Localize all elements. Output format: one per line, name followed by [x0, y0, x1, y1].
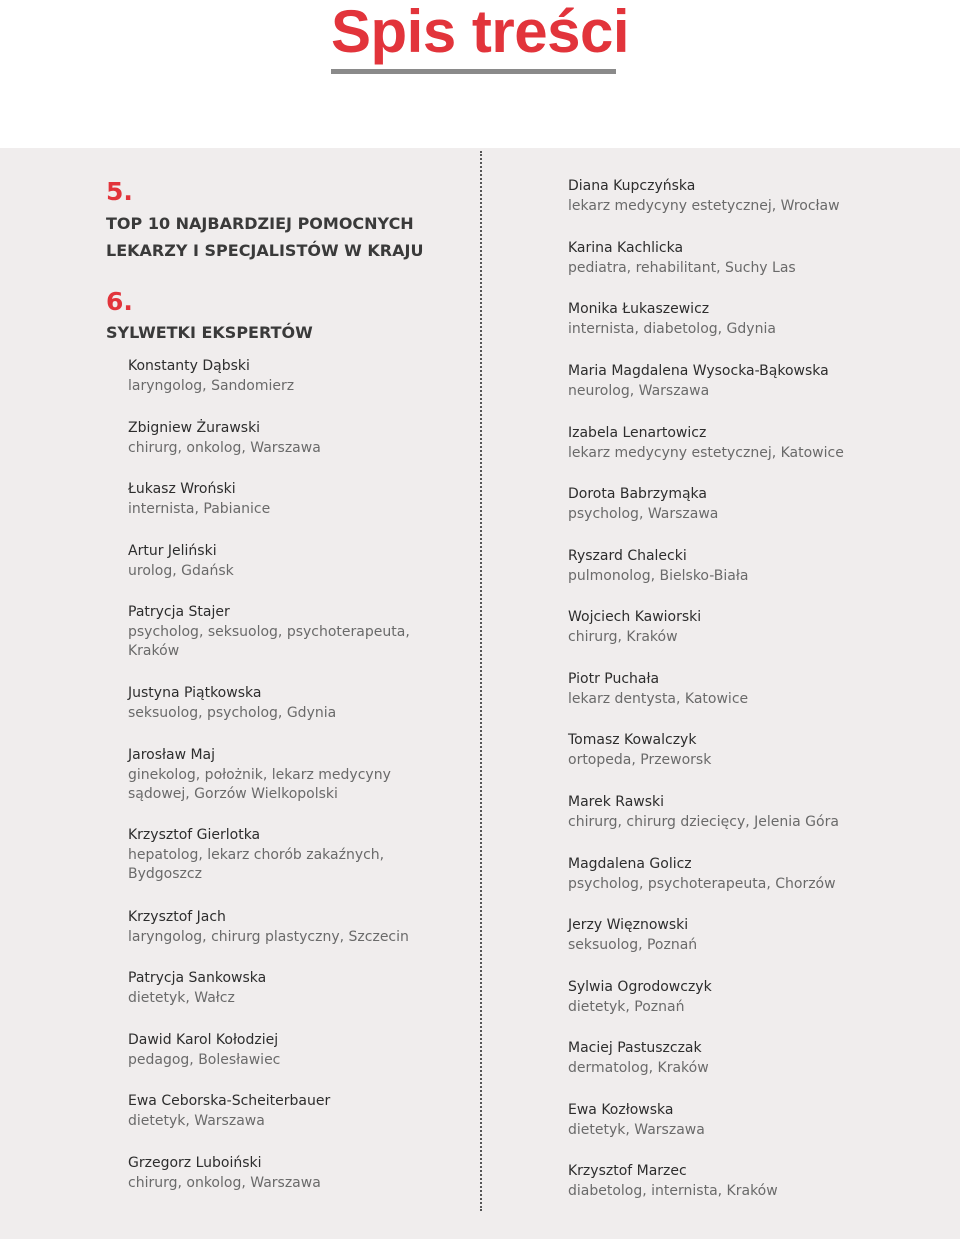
expert-description: dietetyk, Poznań [568, 998, 685, 1015]
expert-description: chirurg, onkolog, Warszawa [128, 439, 321, 456]
expert-name: Sylwia Ogrodowczyk [568, 979, 712, 995]
expert-description: pulmonolog, Bielsko-Biała [568, 567, 749, 584]
expert-name: Dawid Karol Kołodziej [128, 1032, 279, 1048]
expert-name: Krzysztof Gierlotka [128, 827, 261, 843]
expert-description: dietetyk, Warszawa [568, 1121, 705, 1138]
section-title-line: SYLWETKI EKSPERTÓW [106, 323, 313, 342]
expert-description: seksuolog, psycholog, Gdynia [128, 704, 337, 721]
section-number: 5. [106, 177, 133, 206]
expert-name: Konstanty Dąbski [128, 358, 250, 374]
expert-name: Grzegorz Luboiński [128, 1155, 262, 1171]
expert-name: Maciej Pastuszczak [568, 1040, 702, 1056]
expert-name: Ewa Ceborska-Scheiterbauer [128, 1093, 331, 1109]
expert-name: Marek Rawski [568, 794, 665, 810]
expert-description: sądowej, Gorzów Wielkopolski [128, 786, 338, 803]
expert-name: Tomasz Kowalczyk [568, 732, 697, 748]
section-title-line: TOP 10 NAJBARDZIEJ POMOCNYCH [106, 214, 414, 233]
expert-description: ginekolog, położnik, lekarz medycyny [128, 766, 391, 783]
expert-description: neurolog, Warszawa [568, 382, 710, 399]
expert-entry [568, 485, 898, 524]
expert-description: internista, Pabianice [128, 500, 271, 517]
expert-description: Kraków [128, 643, 180, 660]
section-title [106, 319, 446, 346]
expert-entry [568, 670, 898, 709]
expert-entry [128, 542, 458, 581]
expert-name: Maria Magdalena Wysocka-Bąkowska [568, 363, 829, 379]
expert-entry [128, 826, 458, 885]
expert-name: Dorota Babrzymąka [568, 486, 707, 502]
expert-entry [568, 1101, 898, 1140]
expert-name: Jerzy Więznowski [568, 917, 689, 933]
expert-description: hepatolog, lekarz chorób zakaźnych, [128, 846, 385, 863]
expert-description: lekarz medycyny estetycznej, Wrocław [568, 197, 840, 214]
expert-name: Justyna Piątkowska [128, 685, 262, 701]
expert-entry [128, 1154, 458, 1193]
page-title: Spis treści [331, 0, 629, 65]
expert-entry [568, 547, 898, 586]
expert-description: dietetyk, Warszawa [128, 1112, 265, 1129]
expert-name: Jarosław Maj [128, 747, 216, 763]
expert-entry [128, 908, 458, 947]
expert-description: dermatolog, Kraków [568, 1059, 709, 1076]
expert-description: lekarz dentysta, Katowice [568, 690, 749, 707]
expert-description: psycholog, psychoterapeuta, Chorzów [568, 875, 836, 892]
expert-description: pedagog, Bolesławiec [128, 1051, 281, 1068]
section-title-line: LEKARZY I SPECJALISTÓW W KRAJU [106, 241, 424, 260]
expert-name: Karina Kachlicka [568, 240, 684, 256]
expert-entry [568, 300, 898, 339]
expert-name: Zbigniew Żurawski [128, 420, 261, 436]
expert-description: chirurg, chirurg dziecięcy, Jelenia Góra [568, 813, 839, 830]
expert-entry [568, 362, 898, 401]
expert-entry [128, 969, 458, 1008]
expert-name: Izabela Lenartowicz [568, 425, 707, 441]
expert-entry [128, 684, 458, 723]
expert-description: psycholog, seksuolog, psychoterapeuta, [128, 623, 410, 640]
expert-entry [568, 1162, 898, 1201]
expert-entry [568, 1039, 898, 1078]
expert-entry [128, 746, 458, 805]
expert-description: chirurg, onkolog, Warszawa [128, 1174, 321, 1191]
expert-description: seksuolog, Poznań [568, 936, 698, 953]
expert-name: Krzysztof Marzec [568, 1163, 687, 1179]
expert-description: pediatra, rehabilitant, Suchy Las [568, 259, 796, 276]
expert-name: Patrycja Sankowska [128, 970, 267, 986]
expert-entry [568, 239, 898, 278]
expert-description: dietetyk, Wałcz [128, 989, 235, 1006]
expert-name: Diana Kupczyńska [568, 178, 696, 194]
expert-description: ortopeda, Przeworsk [568, 751, 712, 768]
expert-description: diabetolog, internista, Kraków [568, 1182, 778, 1199]
section-title [106, 210, 446, 264]
expert-name: Wojciech Kawiorski [568, 609, 702, 625]
expert-entry [568, 608, 898, 647]
expert-entry [568, 916, 898, 955]
expert-name: Krzysztof Jach [128, 909, 226, 925]
expert-name: Monika Łukaszewicz [568, 301, 710, 317]
expert-description: lekarz medycyny estetycznej, Katowice [568, 444, 844, 461]
expert-name: Łukasz Wroński [128, 481, 236, 497]
expert-entry [128, 419, 458, 458]
expert-name: Patrycja Stajer [128, 604, 230, 620]
expert-entry [128, 603, 458, 662]
expert-entry [568, 793, 898, 832]
expert-name: Ryszard Chalecki [568, 548, 687, 564]
expert-name: Piotr Puchała [568, 671, 660, 687]
expert-description: urolog, Gdańsk [128, 562, 234, 579]
expert-description: Bydgoszcz [128, 866, 202, 883]
expert-name: Artur Jeliński [128, 543, 217, 559]
section-number: 6. [106, 287, 133, 316]
column-divider [480, 151, 482, 1211]
expert-entry [568, 731, 898, 770]
expert-description: laryngolog, Sandomierz [128, 377, 295, 394]
expert-description: psycholog, Warszawa [568, 505, 719, 522]
expert-entry [568, 978, 898, 1017]
expert-entry [568, 855, 898, 894]
expert-description: internista, diabetolog, Gdynia [568, 320, 776, 337]
expert-entry [568, 424, 898, 463]
expert-name: Magdalena Golicz [568, 856, 692, 872]
expert-entry [128, 480, 458, 519]
expert-description: chirurg, Kraków [568, 628, 678, 645]
expert-entry [128, 1031, 458, 1070]
expert-name: Ewa Kozłowska [568, 1102, 674, 1118]
expert-entry [128, 1092, 458, 1131]
expert-description: laryngolog, chirurg plastyczny, Szczecin [128, 928, 409, 945]
expert-entry [128, 357, 458, 396]
title-underline [331, 69, 616, 74]
expert-entry [568, 177, 898, 216]
